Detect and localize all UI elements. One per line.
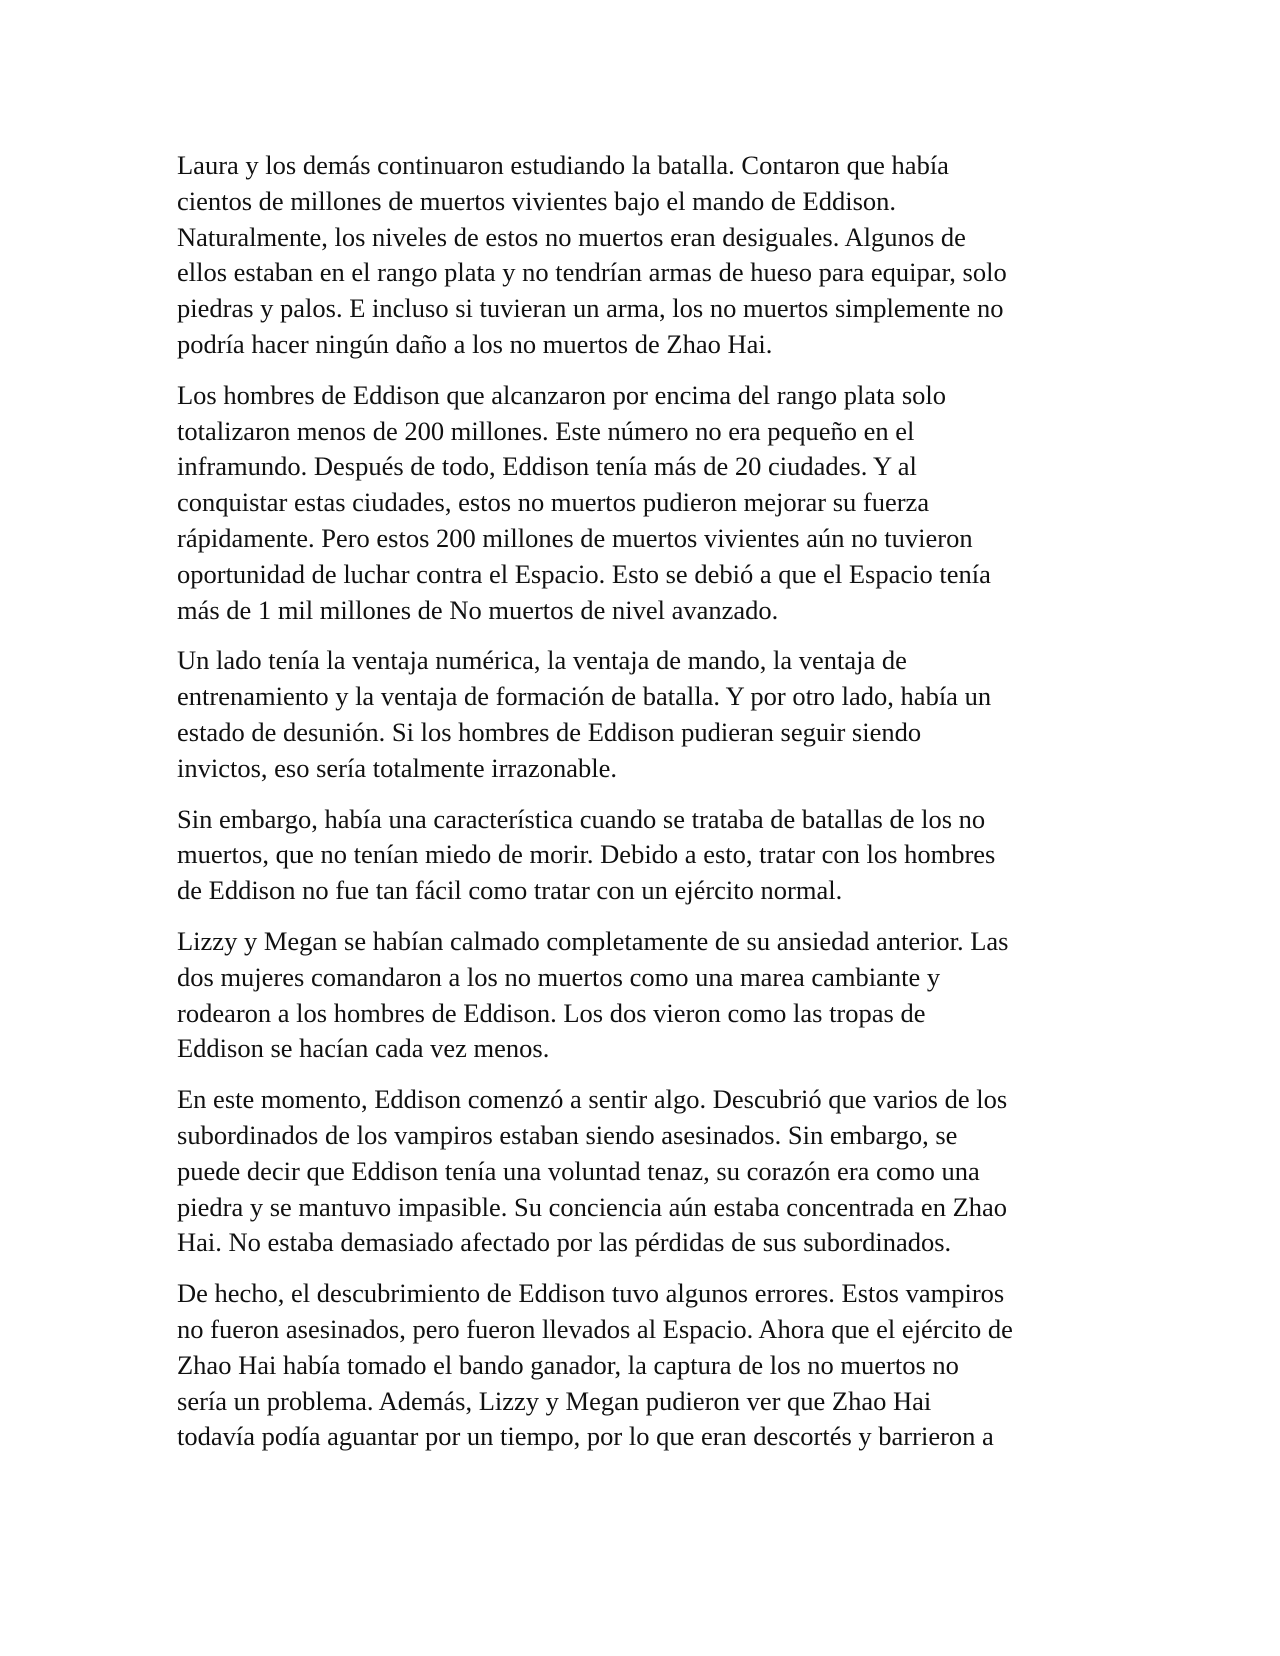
text-line: Eddison se hacían cada vez menos.: [177, 1033, 550, 1064]
text-line: dos mujeres comandaron a los no muertos como una marea cambiante y: [177, 961, 941, 992]
text-line: piedras y palos. E incluso si tuvieran un arma, los no muertos simplemente no: [177, 293, 1004, 324]
text-line: puede decir que Eddison tenía una voluntad tenaz, su corazón era como una: [177, 1155, 980, 1186]
text-line: sería un problema. Además, Lizzy y Megan pudieron ver que Zhao Hai: [177, 1385, 932, 1416]
text-line: piedra y se mantuvo impasible. Su conciencia aún estaba concentrada en Zhao: [177, 1191, 1008, 1222]
text-line: conquistar estas ciudades, estos no muertos pudieron mejorar su fuerza: [177, 487, 930, 518]
text-line: no fueron asesinados, pero fueron llevados al Espacio. Ahora que el ejército de: [177, 1313, 1013, 1344]
document-body: [177, 148, 1107, 1470]
text-line: Sin embargo, había una característica cuando se trataba de batallas de los no: [177, 803, 986, 834]
text-line: En este momento, Eddison comenzó a sentir algo. Descubrió que varios de los: [177, 1084, 1008, 1115]
text-line: ellos estaban en el rango plata y no tendrían armas de hueso para equipar, solo: [177, 257, 1007, 288]
text-line: más de 1 mil millones de No muertos de nivel avanzado.: [177, 594, 779, 625]
text-line: totalizaron menos de 200 millones. Este número no era pequeño en el: [177, 415, 915, 446]
text-line: Naturalmente, los niveles de estos no muertos eran desiguales. Algunos de: [177, 221, 966, 252]
paragraph: [177, 802, 1107, 909]
paragraph: [177, 1276, 1107, 1455]
text-line: Zhao Hai había tomado el bando ganador, la captura de los no muertos no: [177, 1349, 959, 1380]
text-line: De hecho, el descubrimiento de Eddison tuvo algunos errores. Estos vampiros: [177, 1278, 1005, 1309]
paragraph: [177, 1082, 1107, 1261]
paragraph: [177, 148, 1107, 363]
paragraph: [177, 924, 1107, 1067]
text-line: rodearon a los hombres de Eddison. Los dos vieron como las tropas de: [177, 997, 926, 1028]
paragraph: [177, 643, 1107, 786]
text-line: oportunidad de luchar contra el Espacio. Esto se debió a que el Espacio tenía: [177, 558, 991, 589]
text-line: Hai. No estaba demasiado afectado por las pérdidas de sus subordinados.: [177, 1227, 952, 1258]
text-line: estado de desunión. Si los hombres de Eddison pudieran seguir siendo: [177, 716, 922, 747]
text-line: rápidamente. Pero estos 200 millones de muertos vivientes aún no tuvieron: [177, 522, 973, 553]
text-line: Los hombres de Eddison que alcanzaron por encima del rango plata solo: [177, 379, 946, 410]
text-line: subordinados de los vampiros estaban siendo asesinados. Sin embargo, se: [177, 1119, 958, 1150]
text-line: cientos de millones de muertos vivientes bajo el mando de Eddison.: [177, 185, 897, 216]
text-line: invictos, eso sería totalmente irrazonable.: [177, 752, 618, 783]
text-line: Un lado tenía la ventaja numérica, la ventaja de mando, la ventaja de: [177, 645, 907, 676]
text-line: de Eddison no fue tan fácil como tratar con un ejército normal.: [177, 875, 843, 906]
text-line: Lizzy y Megan se habían calmado completamente de su ansiedad anterior. Las: [177, 925, 1009, 956]
paragraph: [177, 378, 1107, 629]
text-line: todavía podía aguantar por un tiempo, por lo que eran descortés y barrieron a: [177, 1421, 994, 1452]
text-line: inframundo. Después de todo, Eddison tenía más de 20 ciudades. Y al: [177, 451, 917, 482]
text-line: entrenamiento y la ventaja de formación de batalla. Y por otro lado, había un: [177, 681, 992, 712]
text-line: muertos, que no tenían miedo de morir. Debido a esto, tratar con los hombres: [177, 839, 996, 870]
text-line: Laura y los demás continuaron estudiando la batalla. Contaron que había: [177, 150, 949, 180]
text-line: podría hacer ningún daño a los no muertos de Zhao Hai.: [177, 328, 773, 359]
